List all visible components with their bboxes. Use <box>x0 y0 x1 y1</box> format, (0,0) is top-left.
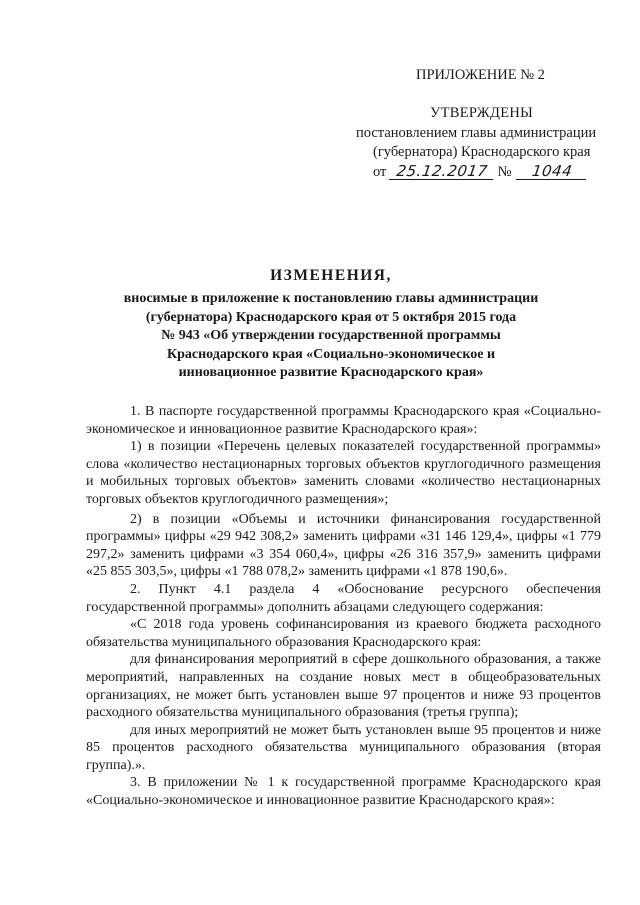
handwritten-number: 1044 <box>516 164 588 180</box>
paragraph-1-1: 1) в позиции «Перечень целевых показателей государственной программы» слова «количество нестационарных торговых объектов круглогодичного размещения и мобильных торговых объектов» заменить словами «количество нестационарных торговых объектов круглогодичного размещения»; <box>86 439 601 507</box>
approval-line-2: (губернатора) Краснодарского края <box>373 144 591 160</box>
paragraph-1: 1. В паспорте государственной программы Краснодарского края «Социально-экономическое и инновационное развитие Краснодарского края»: <box>86 404 601 437</box>
title-line: № 943 «Об утверждении государственной программы <box>161 328 501 343</box>
title-line: (губернатора) Краснодарского края от 5 октября 2015 года <box>145 309 517 325</box>
approval-line-1: постановлением главы администрации <box>356 125 597 141</box>
appendix-label: ПРИЛОЖЕНИЕ № 2 <box>416 67 545 83</box>
paragraph-2-other: для иных мероприятий не может быть установлен выше 95 процентов и ниже 85 процентов расходного обязательства муниципального образования (вторая группа).». <box>86 722 601 773</box>
number-prefix: № <box>497 164 512 180</box>
document-title <box>96 266 566 383</box>
handwritten-date: 25.12.2017 <box>389 164 495 180</box>
title-line: Краснодарского края «Социально-экономическое и <box>166 346 496 362</box>
paragraph-2-preschool: для финансирования мероприятий в сфере дошкольного образования, а также мероприятий, направленных на создание новых мест в общеобразовательных организациях, не может быть установлен выше 97 процентов и ниже 93 процентов расходного обязательства муниципального образования (третья группа); <box>86 652 601 721</box>
paragraph-1-2: 2) в позиции «Объемы и источники финансирования государственной программы» цифры «29 942 308,2» заменить цифрами «31 146 129,4», цифры «1 779 297,2» заменить цифрами «3 354 060,4», цифры «26 316 357,9» заменить цифрами «25 855 303,5», цифры «1 788 078,2» заменить цифрами «1 878 190,6». <box>86 511 601 580</box>
paragraph-3: 3. В приложении № 1 к государственной программе Краснодарского края «Социально-экономическое и инновационное развитие Краснодарского края»: <box>86 775 601 809</box>
approval-date-line <box>373 163 587 182</box>
paragraph-2-quote: «С 2018 года уровень софинансирования из краевого бюджета расходного обязательства муниципального образования Краснодарского края: <box>86 617 601 650</box>
title-line: инновационное развитие Краснодарского края» <box>178 365 484 380</box>
paragraph-2: 2. Пункт 4.1 раздела 4 «Обоснование ресурсного обеспечения государственной программы» дополнить абзацами следующего содержания: <box>86 581 601 615</box>
title-heading: ИЗМЕНЕНИЯ, <box>270 267 392 284</box>
date-prefix: от <box>373 164 387 180</box>
document-body <box>86 403 601 810</box>
approved-label: УТВЕРЖДЕНЫ <box>430 105 534 121</box>
title-line: вносимые в приложение к постановлению главы администрации <box>123 291 539 306</box>
